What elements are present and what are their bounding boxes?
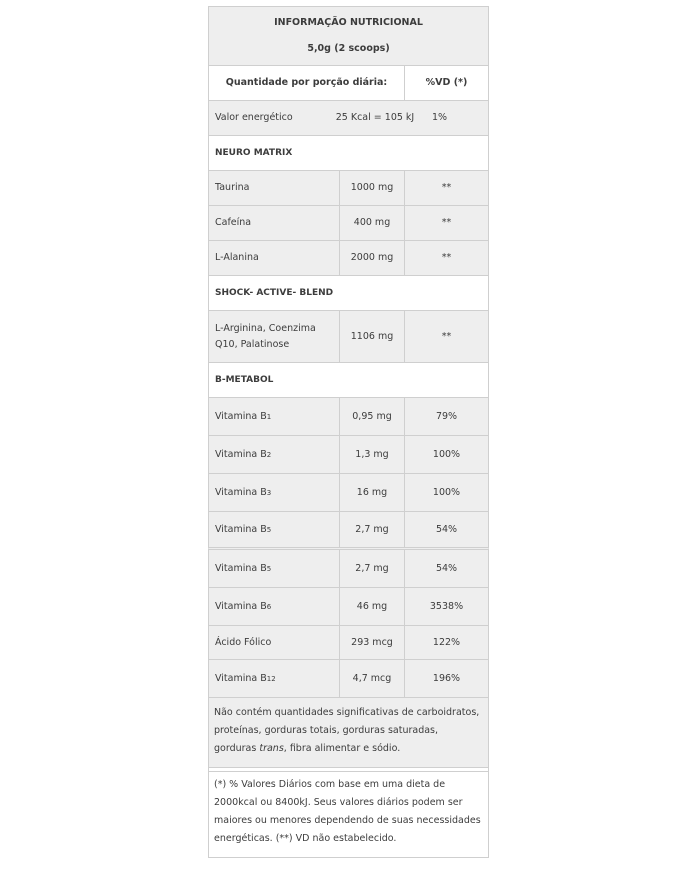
section-title: SHOCK- ACTIVE- BLEND (215, 288, 334, 298)
nutrient-name: Vitamina B 3 (209, 474, 340, 511)
note-italic: trans (259, 743, 284, 754)
nutrient-vd: 196% (432, 672, 461, 684)
section-header-shock (208, 276, 489, 311)
nutrient-subscript: 5 (266, 525, 272, 534)
nutrient-subscript: 5 (266, 564, 272, 573)
shock-rows (208, 311, 489, 363)
nutrient-vd: ** (441, 252, 452, 263)
energy-vd: 1% (432, 112, 448, 123)
table-header (208, 6, 489, 66)
energy-row (208, 101, 489, 136)
footnote: (*) % Valores Diários com base em uma dieta de 2000kcal ou 8400kJ. Seus valores diários podem ser maiores ou menores dependendo de suas necessidades energéticas. (**) VD não estabelecido. (214, 779, 481, 844)
nutrient-vd: 79% (435, 410, 458, 422)
section-header-neuro (208, 136, 489, 171)
section-title: B-METABOL (215, 375, 274, 385)
neuro-rows (208, 171, 489, 276)
nutrient-amount: 46 mg (340, 588, 405, 625)
table-row (208, 588, 489, 626)
composition-note-row (208, 698, 489, 768)
nutrient-vd: 122% (432, 636, 461, 648)
section-header-bmetabol (208, 363, 489, 398)
nutrient-name: Cafeína (209, 206, 340, 240)
nutrient-vd: ** (441, 330, 452, 342)
nutrient-vd: ** (441, 217, 452, 228)
section-title: NEURO MATRIX (215, 148, 293, 158)
energy-value: 25 Kcal = 105 kJ (335, 112, 415, 123)
nutrient-amount: 2000 mg (340, 241, 405, 275)
nutrient-name: L-Alanina (209, 241, 340, 275)
nutrient-name: L-Arginina, Coenzima Q10, Palatinose (209, 311, 340, 362)
table-row (208, 436, 489, 474)
nutrient-name: Vitamina B 1 (209, 398, 340, 435)
nutrient-amount: 2,7 mg (340, 512, 405, 547)
table-row (208, 311, 489, 363)
nutrient-amount: 1106 mg (340, 311, 405, 362)
table-title: INFORMAÇÃO NUTRICIONAL (274, 17, 423, 28)
nutrient-amount: 4,7 mcg (340, 660, 405, 697)
nutrient-amount: 2,7 mg (340, 550, 405, 587)
table-row (208, 626, 489, 660)
table-row (208, 512, 489, 550)
table-row (208, 241, 489, 276)
table-row (208, 398, 489, 436)
nutrient-vd: 100% (432, 486, 461, 498)
table-row (208, 474, 489, 512)
nutrient-name: Vitamina B 5 (209, 512, 340, 547)
serving-size: 5,0g (2 scoops) (307, 43, 390, 54)
nutrient-name: Ácido Fólico (209, 626, 340, 659)
bmetabol-rows (208, 398, 489, 698)
nutrient-amount: 1000 mg (340, 171, 405, 205)
table-row (208, 171, 489, 206)
nutrient-amount: 0,95 mg (340, 398, 405, 435)
quantity-header: Quantidade por porção diária: (209, 66, 405, 100)
nutrient-amount: 16 mg (340, 474, 405, 511)
nutrient-name: Vitamina B 5 (209, 550, 340, 587)
table-row (208, 660, 489, 698)
column-header-row (208, 66, 489, 101)
nutrient-subscript: 1 (266, 412, 272, 421)
energy-label: Valor energético (215, 112, 293, 123)
nutrient-subscript: 2 (266, 450, 272, 459)
nutrient-name: Taurina (209, 171, 340, 205)
nutrient-subscript: 12 (266, 674, 276, 683)
nutrition-table (208, 6, 489, 858)
nutrient-vd: ** (441, 182, 452, 193)
nutrient-amount: 293 mcg (340, 626, 405, 659)
nutrient-subscript: 3 (266, 488, 272, 497)
footnote-row (208, 771, 489, 858)
nutrient-vd: 100% (432, 448, 461, 460)
nutrient-amount: 1,3 mg (340, 436, 405, 473)
table-row (208, 206, 489, 241)
nutrient-name: Vitamina B 6 (209, 588, 340, 625)
nutrient-subscript: 6 (266, 602, 272, 611)
nutrient-name: Vitamina B 2 (209, 436, 340, 473)
nutrient-amount: 400 mg (340, 206, 405, 240)
table-row (208, 550, 489, 588)
vd-header: %VD (*) (425, 77, 468, 88)
nutrient-name: Vitamina B 12 (209, 660, 340, 697)
nutrient-vd: 3538% (429, 600, 464, 612)
nutrient-vd: 54% (435, 562, 458, 574)
composition-note: Não contém quantidades significativas de carboidratos, proteínas, gorduras totais, gorduras saturadas, gorduras trans, fibra alimentar e sódio. (214, 707, 480, 754)
nutrient-vd: 54% (435, 523, 458, 535)
